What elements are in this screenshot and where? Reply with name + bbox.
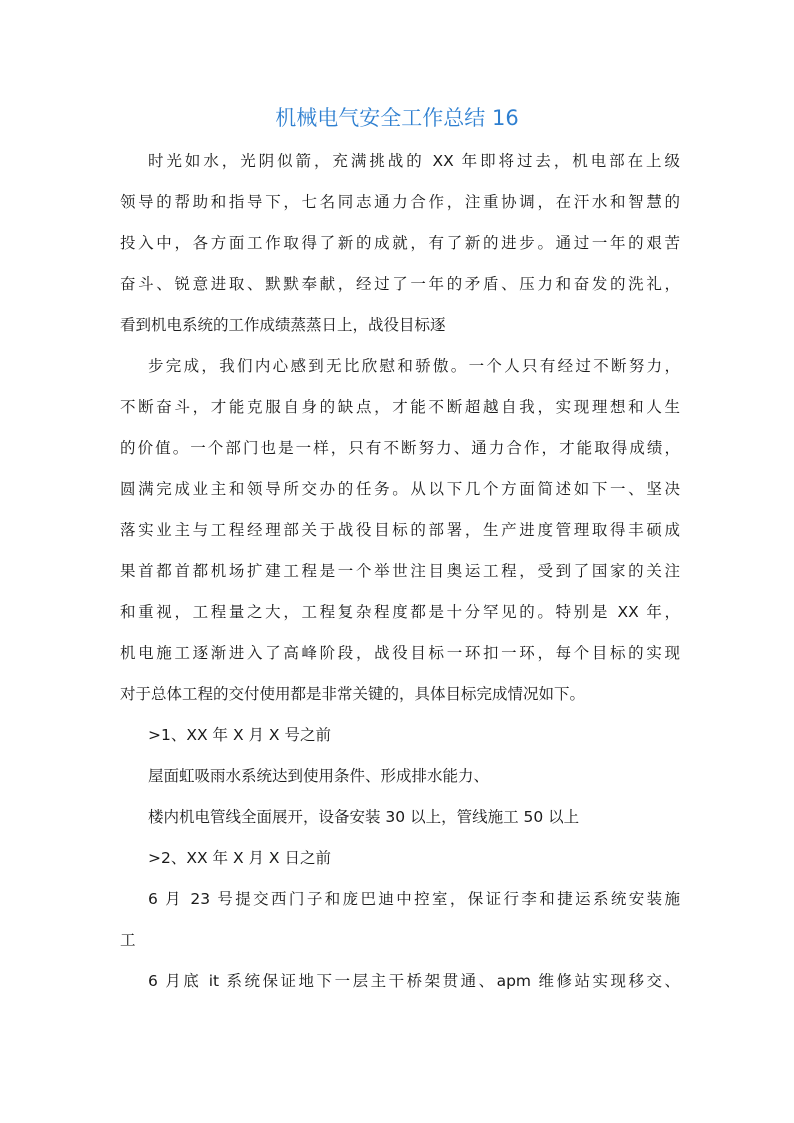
list-item: 楼内机电管线全面展开，设备安装 30 以上，管线施工 50 以上 xyxy=(148,808,580,826)
paragraph-line: 时光如水，光阴似箭，充满挑战的 XX 年即将过去，机电部在上级 xyxy=(148,152,680,170)
paragraph-line: 领导的帮助和指导下，七名同志通力合作，注重协调，在汗水和智慧的 xyxy=(120,193,680,211)
paragraph-line: 落实业主与工程经理部关于战役目标的部署，生产进度管理取得丰硕成 xyxy=(120,521,680,539)
paragraph-line: 和重视，工程量之大，工程复杂程度都是十分罕见的。特别是 XX 年， xyxy=(120,603,680,621)
list-item: 屋面虹吸雨水系统达到使用条件、形成排水能力、 xyxy=(148,767,490,785)
paragraph-line: 看到机电系统的工作成绩蒸蒸日上，战役目标逐 xyxy=(120,316,446,334)
paragraph-line: 步完成，我们内心感到无比欣慰和骄傲。一个人只有经过不断努力， xyxy=(148,357,680,375)
paragraph-line: 对于总体工程的交付使用都是非常关键的，具体目标完成情况如下。 xyxy=(120,685,586,703)
list-heading: >1、XX 年 X 月 X 号之前 xyxy=(148,726,331,744)
list-item-continuation: 工 xyxy=(120,931,136,949)
paragraph-line: 果首都首都机场扩建工程是一个举世注目奥运工程，受到了国家的关注 xyxy=(120,562,680,580)
paragraph-line: 圆满完成业主和领导所交办的任务。从以下几个方面简述如下一、坚决 xyxy=(120,480,680,498)
paragraph-line: 投入中，各方面工作取得了新的成就，有了新的进步。通过一年的艰苦 xyxy=(120,234,680,252)
list-item: 6 月 23 号提交西门子和庞巴迪中控室，保证行李和捷运系统安装施 xyxy=(148,890,680,908)
paragraph-line: 的价值。一个部门也是一样，只有不断努力、通力合作，才能取得成绩， xyxy=(120,439,680,457)
paragraph-line: 机电施工逐渐进入了高峰阶段，战役目标一环扣一环，每个目标的实现 xyxy=(120,644,680,662)
paragraph-line: 不断奋斗，才能克服自身的缺点，才能不断超越自我，实现理想和人生 xyxy=(120,398,680,416)
document-body xyxy=(120,146,680,1007)
list-item: 6 月底 it 系统保证地下一层主干桥架贯通、apm 维修站实现移交、 xyxy=(148,972,680,990)
list-heading: >2、XX 年 X 月 X 日之前 xyxy=(148,849,331,867)
document-title: 机械电气安全工作总结 16 xyxy=(275,106,519,130)
paragraph-line: 奋斗、锐意进取、默默奉献，经过了一年的矛盾、压力和奋发的洗礼， xyxy=(120,275,680,293)
